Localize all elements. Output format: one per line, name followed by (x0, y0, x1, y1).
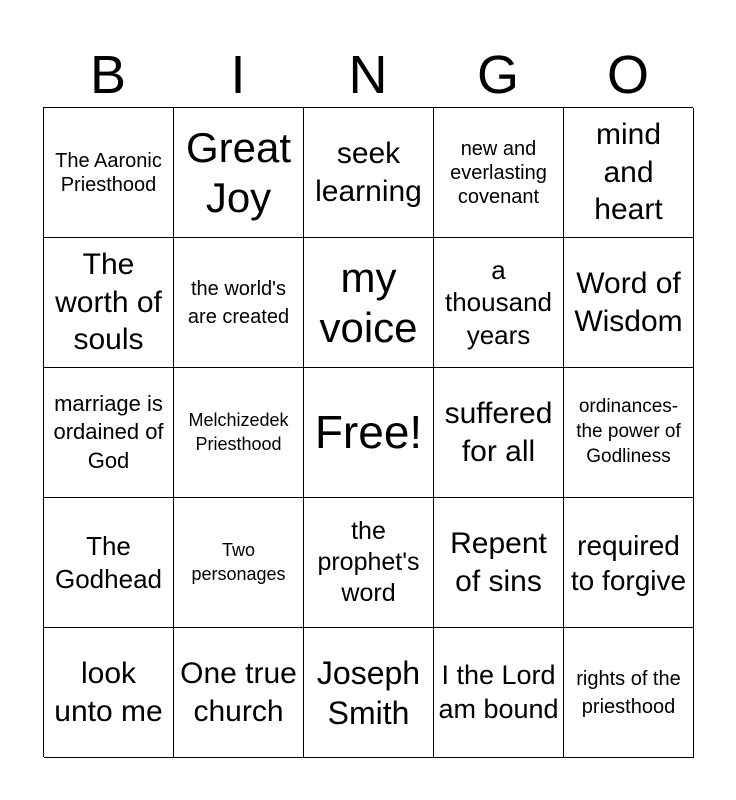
cell-text: One true church (180, 657, 297, 728)
cell-text: the prophet's word (317, 516, 420, 608)
cell-text: The Godhead (55, 531, 162, 594)
cell-text: The Aaronic Priesthood (55, 149, 162, 196)
bingo-cell-r1c1[interactable] (44, 108, 174, 238)
cell-text: suffered for all (444, 397, 553, 468)
bingo-header (43, 42, 693, 108)
bingo-cell-r5c2[interactable] (174, 628, 304, 758)
cell-text: mind and heart (594, 118, 663, 227)
header-letter-b: B (89, 45, 127, 105)
cell-text: The worth of souls (55, 248, 162, 357)
cell-text: rights of the priesthood (576, 667, 681, 718)
bingo-cell-r1c4[interactable] (434, 108, 564, 238)
bingo-cell-r4c5[interactable] (564, 498, 694, 628)
header-letter-o: O (606, 45, 649, 105)
bingo-cell-r3c3[interactable] (304, 368, 434, 498)
bingo-cell-r2c4[interactable] (434, 238, 564, 368)
cell-text: my voice (319, 253, 418, 351)
bingo-cell-r5c1[interactable] (44, 628, 174, 758)
bingo-cell-r2c1[interactable] (44, 238, 174, 368)
bingo-cell-r4c4[interactable] (434, 498, 564, 628)
bingo-board (43, 107, 693, 757)
bingo-cell-r4c2[interactable] (174, 498, 304, 628)
cell-text: Repent of sins (450, 527, 547, 598)
cell-text: new and everlasting covenant (450, 137, 547, 208)
bingo-cell-r4c1[interactable] (44, 498, 174, 628)
bingo-cell-r2c3[interactable] (304, 238, 434, 368)
bingo-cell-r3c5[interactable] (564, 368, 694, 498)
header-letter-i: I (230, 45, 246, 105)
header-letter-n: N (348, 45, 388, 105)
cell-text: I the Lord am bound (438, 659, 559, 724)
free-space: Free! (314, 406, 423, 459)
bingo-cell-r3c4[interactable] (434, 368, 564, 498)
cell-text: Word of Wisdom (574, 267, 683, 338)
bingo-cell-r1c2[interactable] (174, 108, 304, 238)
bingo-cell-r2c5[interactable] (564, 238, 694, 368)
bingo-cell-r4c3[interactable] (304, 498, 434, 628)
bingo-cell-r1c5[interactable] (564, 108, 694, 238)
bingo-cell-r5c4[interactable] (434, 628, 564, 758)
cell-text: ordinances- the power of Godliness (576, 396, 681, 467)
bingo-cell-r1c3[interactable] (304, 108, 434, 238)
bingo-cell-r3c1[interactable] (44, 368, 174, 498)
cell-text: Great Joy (185, 123, 292, 221)
bingo-cell-r2c2[interactable] (174, 238, 304, 368)
cell-text: a thousand years (445, 254, 552, 350)
header-letter-g: G (476, 45, 519, 105)
cell-text: Joseph Smith (316, 654, 421, 731)
bingo-cell-r5c5[interactable] (564, 628, 694, 758)
cell-text: marriage is ordained of God (53, 390, 164, 473)
cell-text: Melchizedek Priesthood (188, 410, 289, 454)
cell-text: Two personages (191, 540, 286, 584)
bingo-cell-r5c3[interactable] (304, 628, 434, 758)
cell-text: seek learning (315, 137, 422, 208)
cell-text: look unto me (54, 657, 163, 728)
cell-text: the world's are created (187, 277, 290, 328)
bingo-cell-r3c2[interactable] (174, 368, 304, 498)
cell-text: required to forgive (570, 529, 687, 596)
